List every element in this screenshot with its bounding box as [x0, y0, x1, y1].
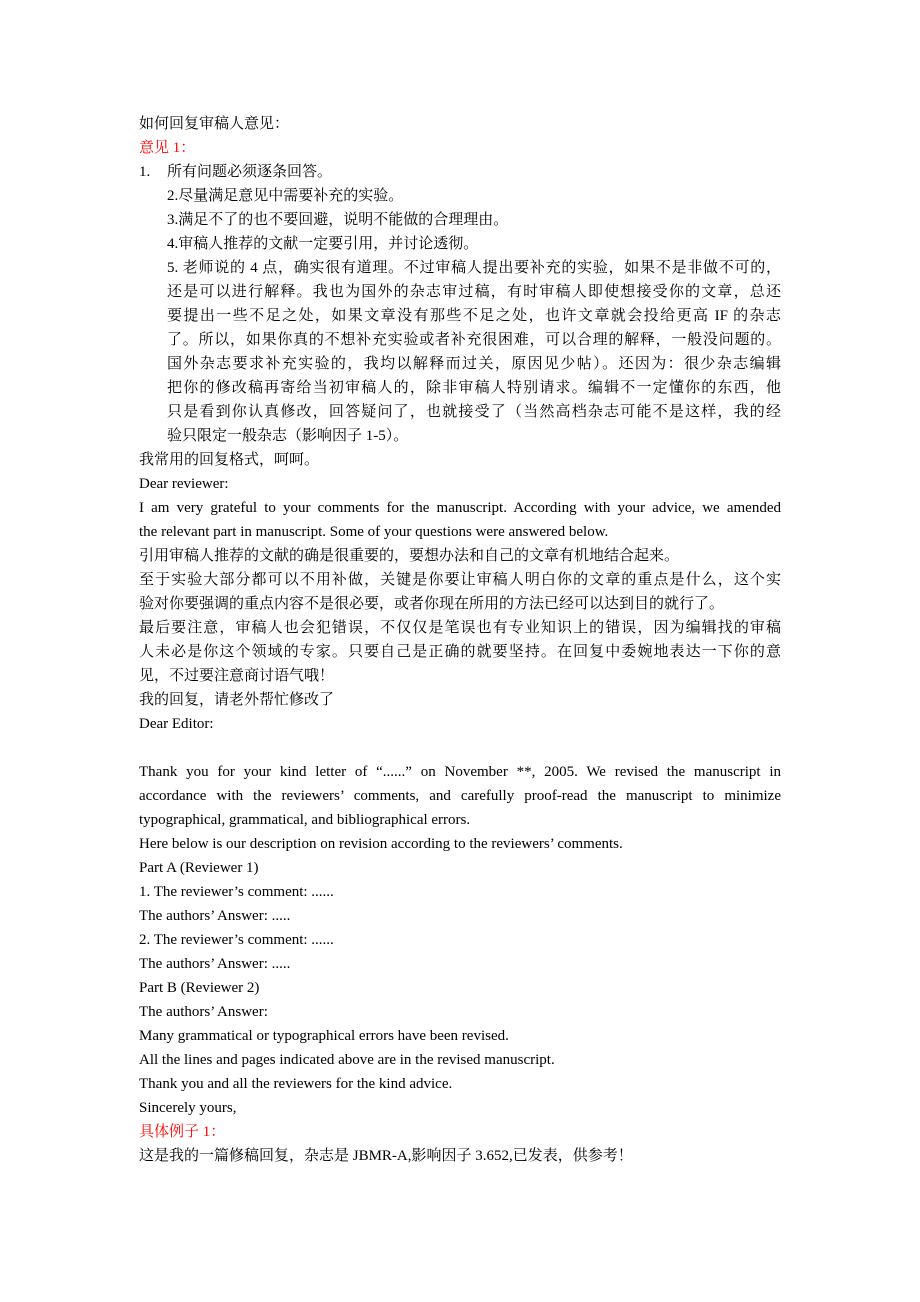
- closing-line: All the lines and pages indicated above are in the revised manuscript.: [139, 1052, 555, 1068]
- part-a-item: 2. The reviewer’s comment: ......: [139, 932, 334, 948]
- list-item-text: 所有问题必须逐条回答。: [167, 164, 333, 180]
- list-item-5-line: 把你的修改稿再寄给当初审稿人的，除非审稿人特别请求。编辑不一定懂你的东西，他: [167, 380, 781, 396]
- list-item-1: [139, 160, 781, 184]
- letter-salutation: Dear reviewer:: [139, 476, 229, 492]
- letter-body-line: accordance with the reviewers’ comments, and carefully proof-read the manuscript to minimize: [139, 788, 781, 804]
- advice-line: 引用审稿人推荐的文献的确是很重要的，要想办法和自己的文章有机地结合起来。: [139, 548, 680, 564]
- my-reply-intro: 我的回复，请老外帮忙修改了: [139, 692, 335, 708]
- letter-body-line: Thank you for your kind letter of “......” on November **, 2005. We revised the manuscript in: [139, 764, 781, 780]
- list-item-5: [139, 256, 781, 448]
- letter-body-line: I am very grateful to your comments for the manuscript. According with your advice, we amended: [139, 500, 781, 516]
- part-a-item: 1. The reviewer’s comment: ......: [139, 884, 334, 900]
- list-item-5-line: 还是可以进行解释。我也为国外的杂志审过稿，有时审稿人即使想接受你的文章，总还: [167, 284, 781, 300]
- list-item-5-line: 验只限定一般杂志（影响因子 1-5）。: [167, 428, 409, 444]
- list-item-5-line: 了。所以，如果你真的不想补充实验或者补充很困难，可以合理的解释，一般没问题的。: [167, 332, 781, 348]
- section-heading-opinion-1: 意见 1：: [139, 140, 196, 156]
- letter-body-line: the relevant part in manuscript. Some of your questions were answered below.: [139, 524, 609, 540]
- list-item-5-line: 5. 老师说的 4 点，确实很有道理。不过审稿人提出要补充的实验，如果不是非做不可的，: [167, 260, 781, 276]
- advice-line: 至于实验大部分都可以不用补做，关键是你要让审稿人明白你的文章的重点是什么，这个实: [139, 572, 781, 588]
- letter-to-reviewer: [139, 472, 781, 544]
- list-item-2: 2.尽量满足意见中需要补充的实验。: [167, 188, 404, 204]
- example-heading: 具体例子 1：: [139, 1124, 226, 1140]
- list-number: 1.: [139, 164, 151, 180]
- part-a-item: The authors’ Answer: .....: [139, 908, 291, 924]
- part-b-heading: Part B (Reviewer 2): [139, 980, 260, 996]
- description-line: Here below is our description on revision according to the reviewers’ comments.: [139, 836, 623, 852]
- part-b-item: Many grammatical or typographical errors have been revised.: [139, 1028, 509, 1044]
- list-item-5-line: 只是看到你认真修改，回答疑问了，也就接受了（当然高档杂志可能不是这样，我的经: [167, 404, 781, 420]
- closing-line: Sincerely yours,: [139, 1100, 237, 1116]
- letter-to-editor: [139, 712, 781, 1120]
- part-b-item: The authors’ Answer:: [139, 1004, 268, 1020]
- list-item-4: 4.审稿人推荐的文献一定要引用，并讨论透彻。: [167, 236, 479, 252]
- advice-line: 验对你要强调的重点内容不是很必要，或者你现在所用的方法已经可以达到目的就行了。: [139, 596, 725, 612]
- format-intro: 我常用的回复格式，呵呵。: [139, 452, 320, 468]
- advice-line: 最后要注意，审稿人也会犯错误，不仅仅是笔误也有专业知识上的错误，因为编辑找的审稿: [139, 620, 781, 636]
- list-item-5-line: 国外杂志要求补充实验的，我均以解释而过关，原因见少帖）。还因为：很少杂志编辑: [167, 356, 781, 372]
- part-a-item: The authors’ Answer: .....: [139, 956, 291, 972]
- list-item-3: 3.满足不了的也不要回避，说明不能做的合理理由。: [167, 212, 509, 228]
- blank-line: [139, 736, 781, 760]
- advice-line: 见，不过要注意商讨语气哦！: [139, 668, 335, 684]
- advice-paragraphs: [139, 544, 781, 688]
- letter-salutation: Dear Editor:: [139, 716, 214, 732]
- letter-body-line: typographical, grammatical, and bibliographical errors.: [139, 812, 471, 828]
- document-title: 如何回复审稿人意见：: [139, 116, 290, 132]
- document-page: [139, 112, 781, 1168]
- list-item-5-line: 要提出一些不足之处，如果文章没有那些不足之处，也许文章就会投给更高 IF 的杂志: [167, 308, 781, 324]
- closing-line: Thank you and all the reviewers for the kind advice.: [139, 1076, 453, 1092]
- advice-line: 人未必是你这个领域的专家。只要自己是正确的就要坚持。在回复中委婉地表达一下你的意: [139, 644, 781, 660]
- part-a-heading: Part A (Reviewer 1): [139, 860, 259, 876]
- example-text: 这是我的一篇修稿回复，杂志是 JBMR-A,影响因子 3.652,已发表，供参考！: [139, 1148, 633, 1164]
